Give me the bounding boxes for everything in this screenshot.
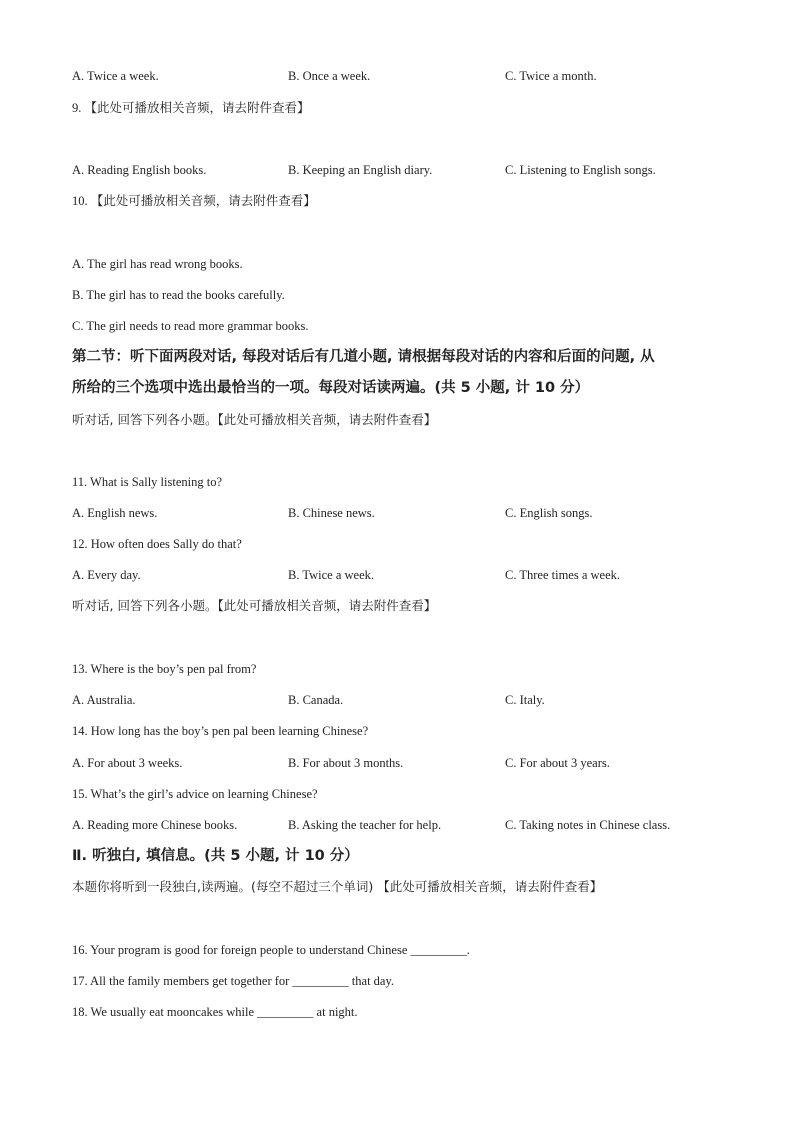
part2-heading: Ⅱ. 听独白, 填信息。(共 5 小题, 计 10 分） xyxy=(72,848,359,864)
q11-option-c: C. English songs. xyxy=(505,506,593,520)
q12-option-c: C. Three times a week. xyxy=(505,568,621,582)
q9-number: 9. xyxy=(72,101,82,115)
q14-option-a: A. For about 3 weeks. xyxy=(72,756,183,770)
q13-question: 13. Where is the boy’s pen pal from? xyxy=(72,662,257,676)
q14-option-b: B. For about 3 months. xyxy=(288,756,404,770)
q15-option-c: C. Taking notes in Chinese class. xyxy=(505,818,671,832)
q9-option-a: A. Reading English books. xyxy=(72,163,207,177)
q15-option-b: B. Asking the teacher for help. xyxy=(288,818,442,832)
q12-option-a: A. Every day. xyxy=(72,568,141,582)
q18-question: 18. We usually eat mooncakes while _________ at night. xyxy=(72,1005,358,1019)
q13-option-a: A. Australia. xyxy=(72,693,136,707)
section2-heading-line1: 第二节：听下面两段对话, 每段对话后有几道小题, 请根据每段对话的内容和后面的问题, 从 xyxy=(72,349,655,365)
q11-question: 11. What is Sally listening to? xyxy=(72,475,222,489)
q10-option-a: A. The girl has read wrong books. xyxy=(72,257,243,271)
q9-option-c: C. Listening to English songs. xyxy=(505,163,656,177)
q15-question: 15. What’s the girl’s advice on learning Chinese? xyxy=(72,787,318,801)
q12-option-b: B. Twice a week. xyxy=(288,568,375,582)
q11-option-b: B. Chinese news. xyxy=(288,506,375,520)
q8-option-c: C. Twice a month. xyxy=(505,69,597,83)
q9-line xyxy=(72,100,310,116)
q10-audio-link[interactable]: 【此处可播放相关音频，请去附件查看】 xyxy=(90,193,316,208)
q9-option-b: B. Keeping an English diary. xyxy=(288,163,433,177)
q11-option-a: A. English news. xyxy=(72,506,158,520)
q8-option-a: A. Twice a week. xyxy=(72,69,159,83)
q15-option-a: A. Reading more Chinese books. xyxy=(72,818,238,832)
q13-option-c: C. Italy. xyxy=(505,693,545,707)
q10-number: 10. xyxy=(72,194,88,208)
q10-option-b: B. The girl has to read the books carefully. xyxy=(72,288,285,302)
q9-audio-link[interactable]: 【此处可播放相关音频，请去附件查看】 xyxy=(84,100,310,115)
dialog1-instruction: 听对话, 回答下列各小题。【此处可播放相关音频，请去附件查看】 xyxy=(72,412,437,427)
q10-option-c: C. The girl needs to read more grammar books. xyxy=(72,319,309,333)
section2-heading-line2: 所给的三个选项中选出最恰当的一项。每段对话读两遍。(共 5 小题, 计 10 分） xyxy=(72,380,590,396)
q8-option-b: B. Once a week. xyxy=(288,69,371,83)
q12-question: 12. How often does Sally do that? xyxy=(72,537,242,551)
q14-option-c: C. For about 3 years. xyxy=(505,756,610,770)
q10-line xyxy=(72,193,316,209)
dialog2-instruction: 听对话, 回答下列各小题。【此处可播放相关音频，请去附件查看】 xyxy=(72,598,437,613)
q13-option-b: B. Canada. xyxy=(288,693,344,707)
q16-question: 16. Your program is good for foreign people to understand Chinese _________. xyxy=(72,943,470,957)
q17-question: 17. All the family members get together for _________ that day. xyxy=(72,974,395,988)
q14-question: 14. How long has the boy’s pen pal been learning Chinese? xyxy=(72,724,369,738)
part2-instruction: 本题你将听到一段独白,读两遍。(每空不超过三个单词) 【此处可播放相关音频，请去附件查看】 xyxy=(72,879,603,894)
